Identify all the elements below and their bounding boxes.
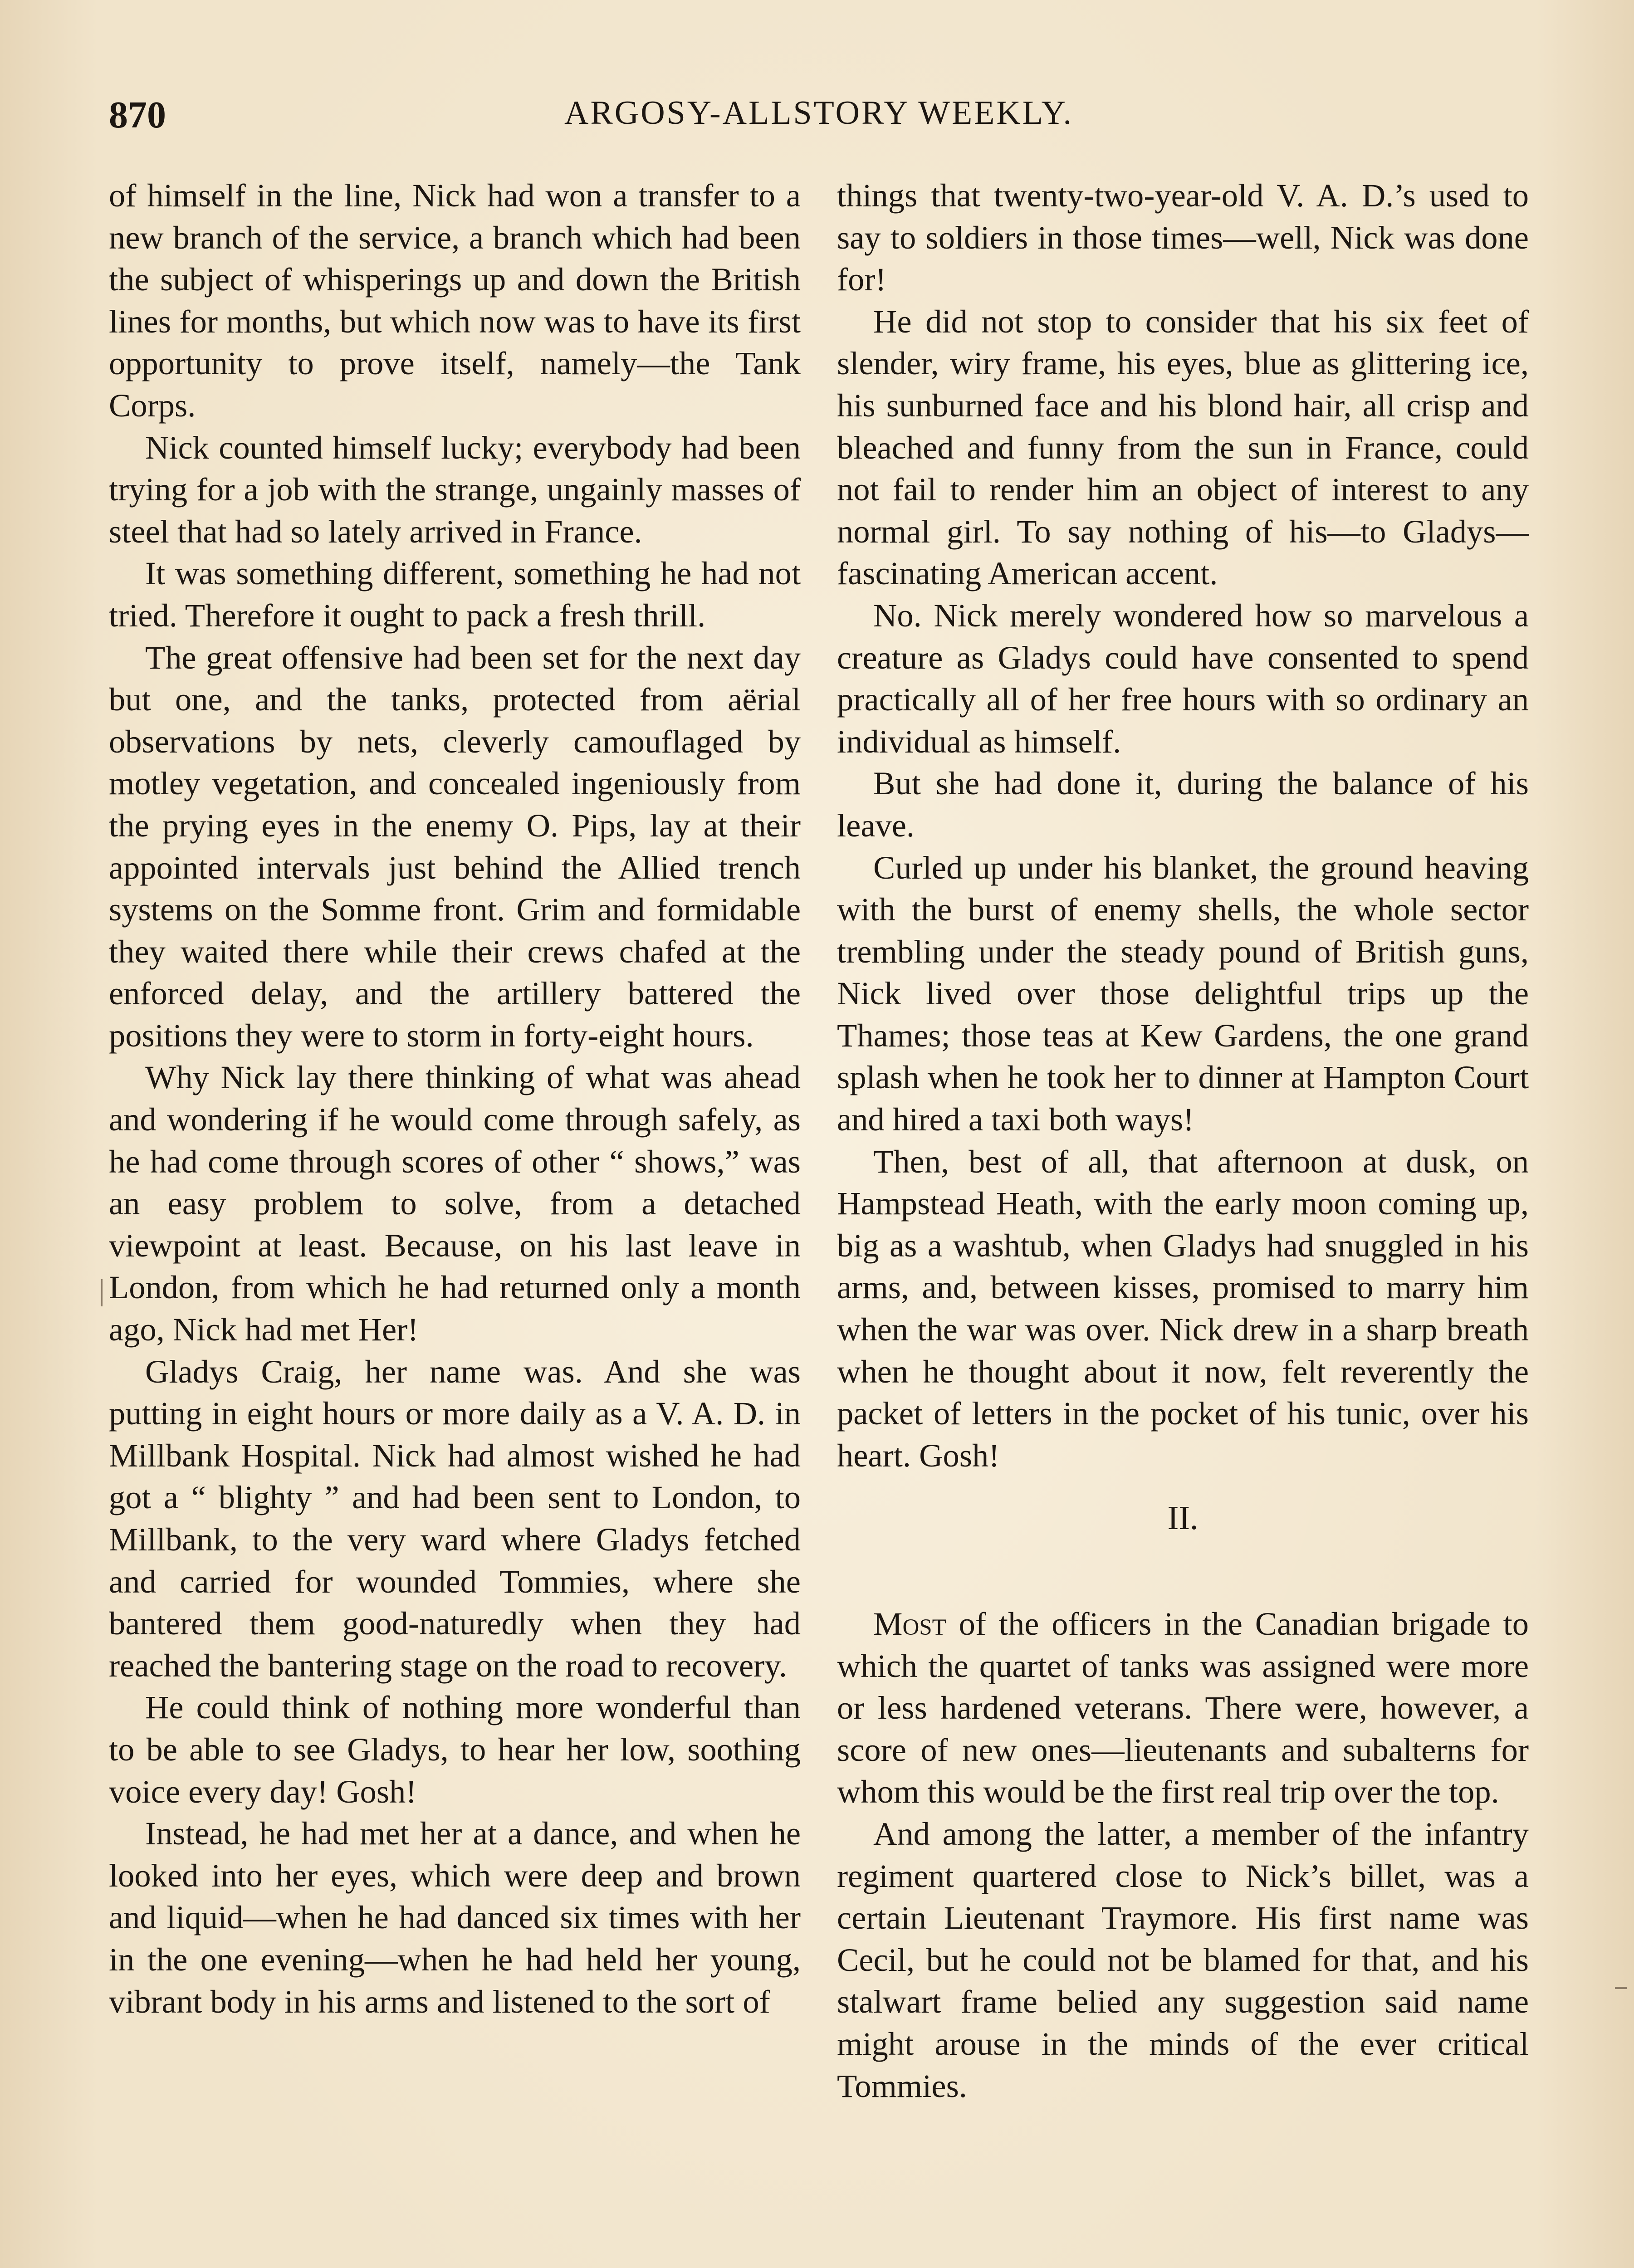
page-number: 870 bbox=[109, 94, 166, 136]
paragraph: He could think of nothing more wonderful than to be able to see Gladys, to hear her low, soothing voice every day! Gosh! bbox=[109, 1689, 801, 1810]
paragraph: He did not stop to consider that his six feet of slender, wiry frame, his eyes, blue as glittering ice, his sunburned face and his blond hair, all crisp and bleached and funny from the sun in France, could not fail to render him an object of interest to any normal girl. To say nothing of his—to Gladys—fascinating American accent. bbox=[837, 303, 1529, 592]
margin-mark bbox=[1615, 1987, 1627, 1989]
section-heading: II. bbox=[1167, 1500, 1199, 1537]
paragraph: Then, best of all, that afternoon at dusk, on Hampstead Heath, with the early moon coming up, big as a washtub, when Gladys had snuggled in his arms, and, between kisses, promised to marry him when the war was over. Nick drew in a sharp breath when he thought about it now, felt reverently the packet of letters in the pocket of his tunic, over his heart. Gosh! bbox=[837, 1143, 1529, 1474]
left-column bbox=[109, 175, 801, 2023]
paragraph: Curled up under his blanket, the ground heaving with the burst of enemy shells, the whole sector trembling under the steady pound of British guns, Nick lived over those delightful trips up the Thames; those teas at Kew Gardens, the one grand splash when he took her to dinner at Hampton Court and hired a taxi both ways! bbox=[837, 849, 1529, 1138]
margin-mark bbox=[101, 1279, 103, 1306]
paragraph-text: of the officers in the Canadian brigade to which the quartet of tanks was assigned were more or less hardened veterans. There were, however, a score of new ones—lieutenants and subalterns for whom this would be the first real trip over the top. bbox=[837, 1605, 1529, 1810]
paragraph: of himself in the line, Nick had won a transfer to a new branch of the service, a branch which had been the subject of whisperings up and down the British lines for months, but which now was to have its first opportunity to prove itself, namely—the Tank Corps. bbox=[109, 177, 801, 424]
paragraph: things that twenty-two-year-old V. A. D.’s used to say to soldiers in those times—well, Nick was done for! bbox=[837, 177, 1529, 298]
paragraph: Instead, he had met her at a dance, and when he looked into her eyes, which were deep and brown and liquid—when he had danced six times with her in the one evening—when he had held her young, vibrant body in his arms and listened to the sort of bbox=[109, 1815, 801, 2020]
paragraph: Why Nick lay there thinking of what was ahead and wondering if he would come through safely, as he had come through scores of other “ shows,” was an easy problem to solve, from a detached viewpoint at least. Because, on his last leave in London, from which he had returned only a month ago, Nick had met Her! bbox=[109, 1059, 801, 1348]
paragraph: The great offensive had been set for the next day but one, and the tanks, protected from aërial observations by nets, cleverly camouflaged by motley vegetation, and concealed ingeniously from the prying eyes in the enemy O. Pips, lay at their appointed intervals just behind the Allied trench systems on the Somme front. Grim and formidable they waited there while their crews chafed at the enforced delay, and the artillery battered the positions they were to storm in forty-eight hours. bbox=[109, 639, 801, 1054]
page-header bbox=[109, 93, 1529, 147]
paragraph: But she had done it, during the balance of his leave. bbox=[837, 765, 1529, 844]
paragraph: It was something different, something he had not tried. Therefore it ought to pack a fresh thrill. bbox=[109, 555, 801, 634]
drop-lead-word: Most bbox=[873, 1605, 946, 1642]
running-title: ARGOSY-ALLSTORY WEEKLY. bbox=[564, 94, 1074, 132]
right-column bbox=[837, 175, 1529, 2107]
paragraph: Nick counted himself lucky; everybody had been trying for a job with the strange, ungainly masses of steel that had so lately arrived in France. bbox=[109, 429, 801, 550]
paragraph: No. Nick merely wondered how so marvelous a creature as Gladys could have consented to spend practically all of her free hours with so ordinary an individual as himself. bbox=[837, 596, 1529, 760]
paragraph bbox=[837, 1603, 1529, 1813]
paragraph: And among the latter, a member of the infantry regiment quartered close to Nick’s billet, was a certain Lieutenant Traymore. His first name was Cecil, but he could not be blamed for that, and his stalwart frame belied any suggestion said name might arouse in the minds of the ever critical Tommies. bbox=[837, 1815, 1529, 2104]
paragraph: Gladys Craig, her name was. And she was putting in eight hours or more daily as a V. A. D. in Millbank Hospital. Nick had almost wished he had got a “ blighty ” and had been sent to London, to Millbank, to the very ward where Gladys fetched and carried for wounded Tommies, where she bantered them good-naturedly when they had reached the bantering stage on the road to recovery. bbox=[109, 1353, 801, 1684]
